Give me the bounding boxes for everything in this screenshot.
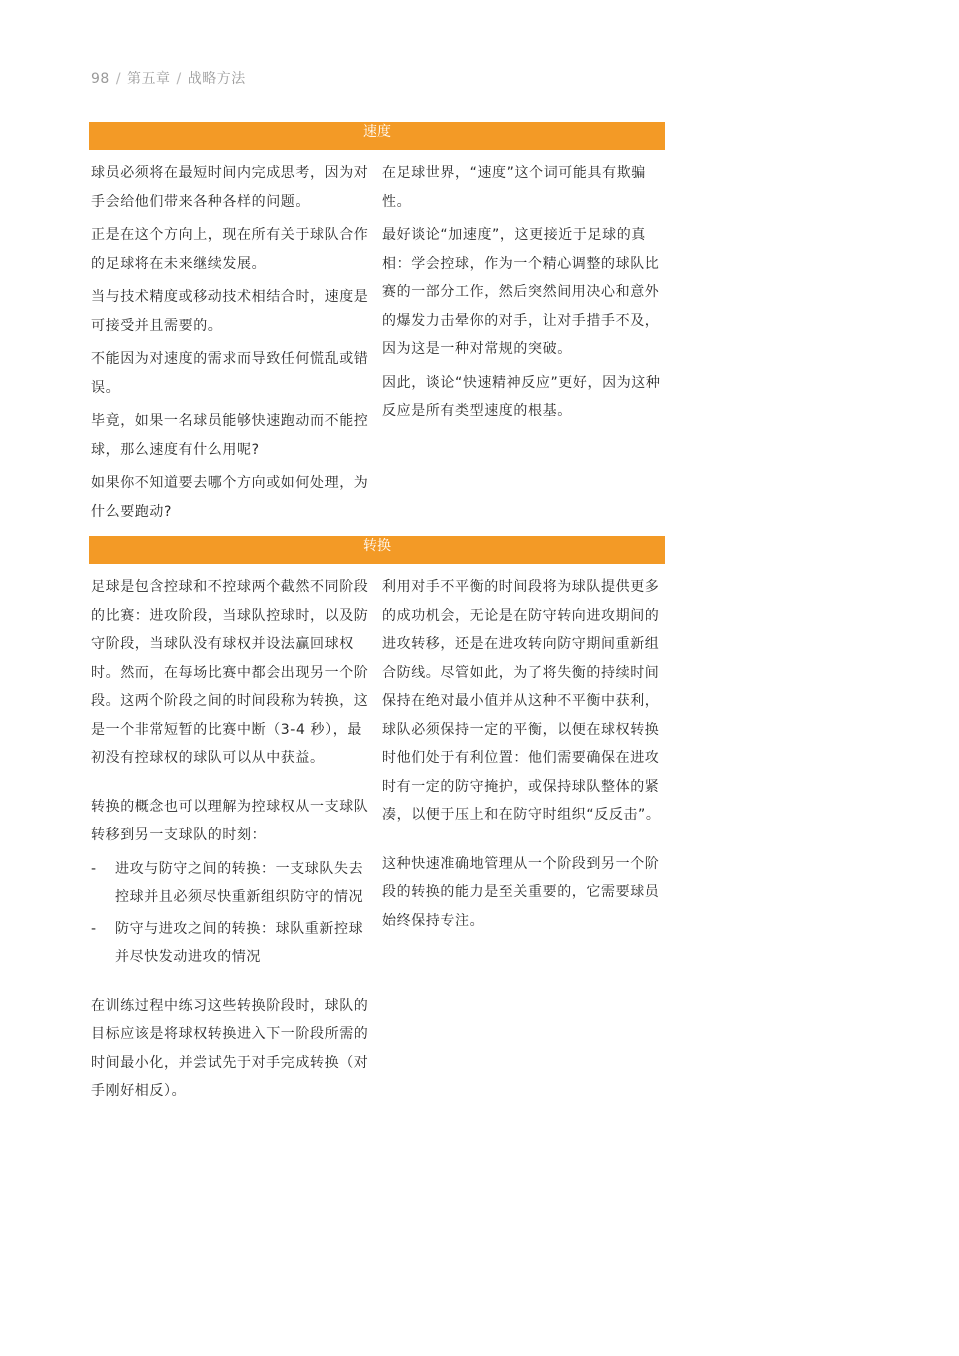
bullet-mark: - [91, 860, 97, 877]
paragraph: 最好谈论“加速度”，这更接近于足球的真相：学会控球，作为一个精心调整的球队比赛的一部分工作，然后突然间用决心和意外的爆发力击晕你的对手，让对手措手不及，因为这是一种对常规的突破。 [382, 227, 660, 357]
paragraph: 转换的概念也可以理解为控球权从一支球队转移到另一支球队的时刻： [91, 798, 369, 843]
list-item-text: 防守与进攻之间的转换：球队重新控球并尽快发动进攻的情况 [115, 920, 364, 965]
section-title-speed: 速度 [89, 122, 665, 150]
paragraph: 正是在这个方向上，现在所有关于球队合作的足球将在未来继续发展。 [91, 227, 369, 272]
paragraph: 足球是包含控球和不控球两个截然不同阶段的比赛：进攻阶段，当球队控球时，以及防守阶段，当球队没有球权并设法赢回球权时。然而，在每场比赛中都会出现另一个阶段。这两个阶段之间的时间段称为转换，这是一个非常短暂的比赛中断（3-4 秒），最初没有控球权的球队可以从中获益。 [91, 579, 369, 766]
paragraph: 在足球世界，“速度”这个词可能具有欺骗性。 [382, 165, 646, 210]
chapter-label: 第五章 [127, 71, 171, 87]
header-separator: / [176, 71, 182, 87]
section-label: 战略方法 [187, 71, 246, 87]
running-header [91, 68, 246, 88]
list-item-text: 进攻与防守之间的转换：一支球队失去控球并且必须尽快重新组织防守的情况 [115, 860, 364, 905]
page-number: 98 [91, 71, 110, 87]
paragraph: 如果你不知道要去哪个方向或如何处理，为什么要跑动? [91, 475, 369, 520]
paragraph: 当与技术精度或移动技术相结合时，速度是可接受并且需要的。 [91, 289, 369, 334]
list-item [91, 855, 375, 912]
bullet-mark: - [91, 920, 97, 937]
speed-right-column [382, 159, 666, 431]
list-item [91, 915, 375, 972]
paragraph: 这种快速准确地管理从一个阶段到另一个阶段的转换的能力是至关重要的，它需要球员始终保持专注。 [382, 855, 660, 929]
paragraph: 不能因为对速度的需求而导致任何慌乱或错误。 [91, 351, 369, 396]
paragraph: 毕竟，如果一名球员能够快速跑动而不能控球，那么速度有什么用呢? [91, 413, 369, 458]
transition-left-column [91, 573, 375, 1111]
paragraph: 利用对手不平衡的时间段将为球队提供更多的成功机会，无论是在防守转向进攻期间的进攻转移，还是在进攻转向防守期间重新组合防线。尽管如此，为了将失衡的持续时间保持在绝对最小值并从这种不平衡中获利，球队必须保持一定的平衡，以便在球权转换时他们处于有利位置：他们需要确保在进攻时有一定的防守掩护，或保持球队整体的紧凑，以便于压上和在防守时组织“反反击”。 [382, 579, 661, 823]
paragraph: 因此，谈论“快速精神反应”更好，因为这种反应是所有类型速度的根基。 [382, 374, 661, 419]
speed-left-column [91, 159, 375, 531]
paragraph: 球员必须将在最短时间内完成思考，因为对手会给他们带来各种各样的问题。 [91, 165, 369, 210]
paragraph: 在训练过程中练习这些转换阶段时，球队的目标应该是将球权转换进入下一阶段所需的时间最小化，并尝试先于对手完成转换（对手刚好相反）。 [91, 997, 369, 1099]
section-title-transition: 转换 [89, 536, 665, 564]
header-separator: / [115, 71, 122, 87]
transition-right-column [382, 573, 666, 940]
